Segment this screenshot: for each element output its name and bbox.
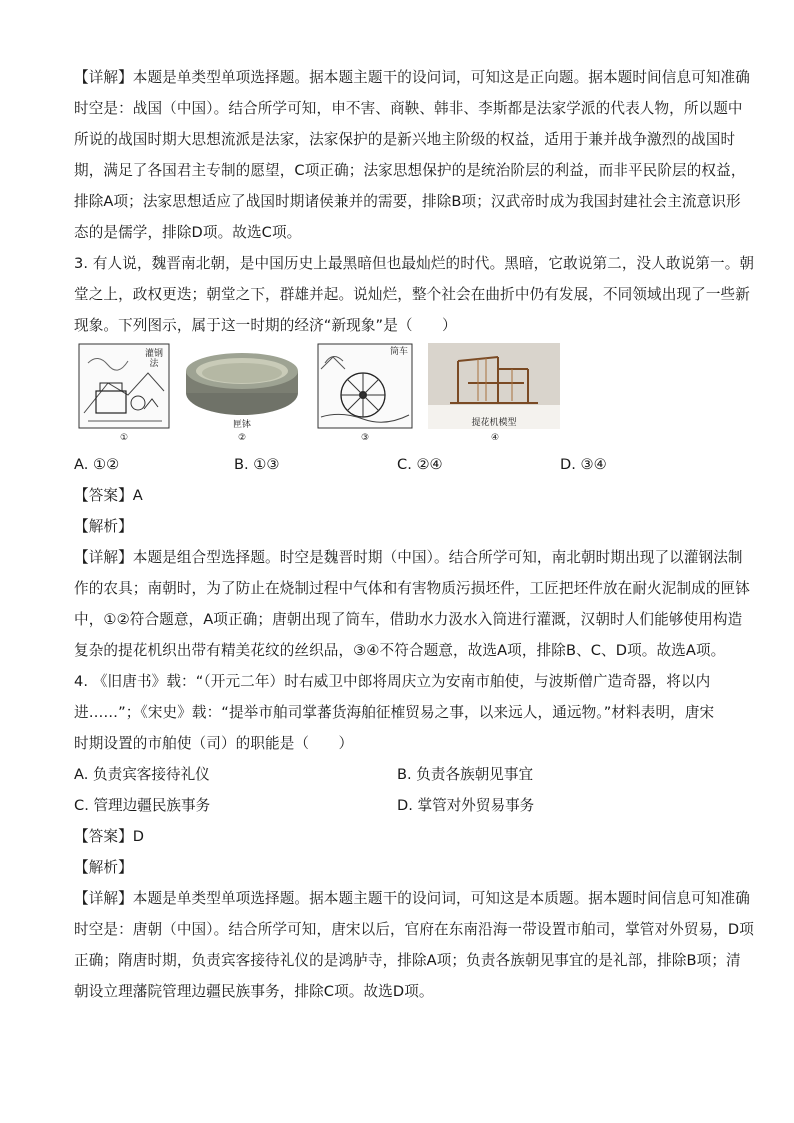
q4-option-d[interactable]: D. 掌管对外贸易事务 <box>397 797 535 814</box>
text-line: 态的是儒学，排除D项。故选C项。 <box>74 224 302 241</box>
q3-stem-line: 现象。下列图示，属于这一时期的经济“新现象”是（ ） <box>74 317 457 334</box>
text-line: 中，①②符合题意，A项正确；唐朝出现了筒车，借助水力汲水入筒进行灌溉，汉朝时人们能够使用构造 <box>74 611 743 628</box>
figure-3-label: 筒车 <box>389 347 408 357</box>
text-line: 【详解】本题是组合型选择题。时空是魏晋时期（中国）。结合所学可知，南北朝时期出现了以灌钢法制 <box>74 549 743 566</box>
q3-stem-line: 堂之上，政权更迭；朝堂之下，群雄并起。说灿烂，整个社会在曲折中仍有发展，不同领域出现了一些新 <box>74 286 750 303</box>
text-line: 期，满足了各国君主专制的愿望，C项正确；法家思想保护的是统治阶层的利益，而非平民阶层的权益， <box>74 162 746 179</box>
figure-4-label: 提花机模型 <box>471 418 517 428</box>
text-line: 朝设立理藩院管理边疆民族事务，排除C项。故选D项。 <box>74 983 434 1000</box>
q4-stem-line: 4. 《旧唐书》载：“（开元二年）时右威卫中郎将周庆立为安南市舶使，与波斯僧广造奇器，将以内 <box>74 673 711 690</box>
text-line: 作的农具；南朝时，为了防止在烧制过程中气体和有害物质污损坯件，工匠把坯件放在耐火泥制成的匣钵 <box>74 580 750 597</box>
q4-options-row-2 <box>74 790 724 821</box>
text-line: 正确；隋唐时期，负责宾客接待礼仪的是鸿胪寺，排除A项；负责各族朝见事宜的是礼部，排除B项；清 <box>74 952 741 969</box>
q3-stem-line: 3. 有人说，魏晋南北朝，是中国历史上最黑暗但也最灿烂的时代。黑暗，它敢说第二，没人敢说第一。朝 <box>74 255 755 272</box>
q3-options <box>74 449 724 480</box>
text-line: 【详解】本题是单类型单项选择题。据本题主题干的设问词，可知这是正向题。据本题时间信息可知准确 <box>74 69 750 86</box>
document-page <box>74 62 755 1007</box>
q3-option-b[interactable]: B. ①③ <box>234 456 280 473</box>
question-3 <box>74 248 755 666</box>
text-line: 【详解】本题是单类型单项选择题。据本题主题干的设问词，可知这是本质题。据本题时间信息可知准确 <box>74 890 750 907</box>
q3-figures <box>74 343 724 449</box>
figure-3 <box>317 343 413 443</box>
q4-stem-line: 时期设置的市舶使（司）的职能是（ ） <box>74 735 354 752</box>
text-line: 复杂的提花机织出带有精美花纹的丝织品，③④不符合题意，故选A项，排除B、C、D项。故选A项。 <box>74 642 726 659</box>
figure-2-label: 匣钵 <box>232 420 251 430</box>
q4-analysis-heading: 【解析】 <box>74 859 133 876</box>
q3-option-d[interactable]: D. ③④ <box>560 456 607 473</box>
figure-4-number: ④ <box>490 433 500 443</box>
q3-option-a[interactable]: A. ①② <box>74 456 120 473</box>
text-line: 所说的战国时期大思想流派是法家，法家保护的是新兴地主阶级的权益，适用于兼并战争激烈的战国时 <box>74 131 736 148</box>
figure-3-number: ③ <box>360 433 370 443</box>
q4-options-row-1 <box>74 759 724 790</box>
q2-detail <box>74 62 750 248</box>
q3-analysis-heading: 【解析】 <box>74 518 133 535</box>
q3-option-c[interactable]: C. ②④ <box>397 456 443 473</box>
q3-answer: 【答案】A <box>74 487 143 504</box>
figure-1 <box>78 343 170 443</box>
q4-stem-line: 进……”；《宋史》载：“提举市舶司掌蕃货海舶征榷贸易之事，以来远人，通远物。”材料表明，唐宋 <box>74 704 715 721</box>
question-4 <box>74 666 754 1007</box>
q4-option-b[interactable]: B. 负责各族朝见事宜 <box>397 766 534 783</box>
text-line: 时空是：战国（中国）。结合所学可知，申不害、商鞅、韩非、李斯都是法家学派的代表人物，所以题中 <box>74 100 743 117</box>
figure-2 <box>184 343 300 443</box>
q4-option-a[interactable]: A. 负责宾客接待礼仪 <box>74 766 210 783</box>
figure-2-number: ② <box>237 433 247 443</box>
figure-4 <box>428 343 560 443</box>
q4-option-c[interactable]: C. 管理边疆民族事务 <box>74 797 211 814</box>
text-line: 排除A项；法家思想适应了战国时期诸侯兼并的需要，排除B项；汉武帝时成为我国封建社会主流意识形 <box>74 193 741 210</box>
text-line: 时空是：唐朝（中国）。结合所学可知，唐宋以后，官府在东南沿海一带设置市舶司，掌管对外贸易，D项 <box>74 921 754 938</box>
figure-1-number: ① <box>119 433 129 443</box>
figure-1-label: 灌钢法 <box>144 349 163 369</box>
q4-answer: 【答案】D <box>74 828 145 845</box>
